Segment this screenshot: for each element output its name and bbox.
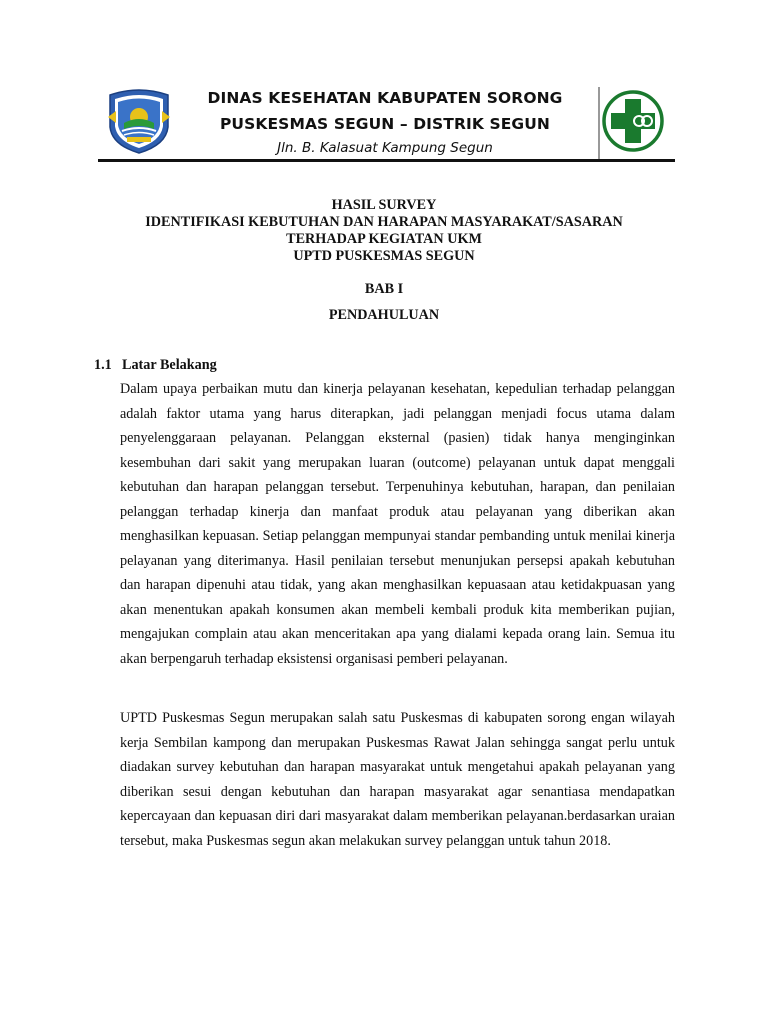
kabupaten-sorong-emblem-icon	[104, 87, 174, 155]
body-paragraph-1: Dalam upaya perbaikan mutu dan kinerja pelayanan kesehatan, kepedulian terhadap pelanggan adalah faktor utama yang harus diterapkan, jadi pelanggan menjadi focus utama dalam penyelenggaraan pelayanan. Pelanggan eksternal (pasien) tidak hanya menginginkan kesembuhan dari sakit yang merupakan luaran (outcome) pelayanan untuk dapat menggali kebutuhan dan harapan pelanggan tersebut. Terpenuhinya kebutuhan, harapan, dan penilaian pelanggan terhadap kinerja dan manfaat produk atau pelayanan yang diberikan akan menghasilkan kepuasan. Setiap pelanggan mempunyai standar pembanding untuk menilai kinerja pelayanan yang diterimanya. Hasil penilaian tersebut menunjukan persepsi apakah kebutuhan dan harapan dipenuhi atau tidak, yang akan menghasilkan kepuasaan atau ketidakpuasan yang akan menentukan apakah konsumen akan membeli kembali produk kita memberikan pujian, mengajukan complain atau akan menceritakan apa yang dialami kepada orang lain. Semua itu akan berpengaruh terhadap eksistensi organisasi pemberi pelayanan.	[120, 381, 675, 667]
title-line-3: TERHADAP KEGIATAN UKM	[286, 231, 482, 247]
letterhead-puskesmas: PUSKESMAS SEGUN – DISTRIK SEGUN	[219, 115, 551, 133]
chapter-label: BAB I	[364, 281, 404, 297]
title-line-1: HASIL SURVEY	[331, 197, 437, 213]
chapter-name: PENDAHULUAN	[328, 307, 440, 323]
letterhead-divider	[98, 159, 675, 162]
section-number: 1.1	[94, 357, 112, 373]
puskesmas-cross-logo-icon	[598, 87, 664, 159]
section-title: Latar Belakang	[122, 357, 217, 373]
letterhead-agency: DINAS KESEHATAN KABUPATEN SORONG	[207, 89, 563, 107]
body-paragraph-2: UPTD Puskesmas Segun merupakan salah satu Puskesmas di kabupaten sorong engan wilayah kerja Sembilan kampong dan merupakan Puskesmas Rawat Jalan sehingga sangat perlu untuk diadakan survey kebutuhan dan harapan masyarakat untuk mengetahui apakah pelayanan yang diberikan sesui dengan kebutuhan dan harapan masyarakat agar senantiasa mendapatkan kepercayaan dan kepuasan diri dari masyarakat dalam memberikan pelayanan.berdasarkan uraian tersebut, maka Puskesmas segun akan melakukan survey pelanggan untuk tahun 2018.	[120, 710, 675, 849]
section-heading	[94, 357, 217, 374]
title-line-4: UPTD PUSKESMAS SEGUN	[293, 248, 475, 264]
letterhead-address: Jln. B. Kalasuat Kampung Segun	[277, 140, 493, 156]
title-line-2: IDENTIFIKASI KEBUTUHAN DAN HARAPAN MASYARAKAT/SASARAN	[145, 214, 623, 230]
